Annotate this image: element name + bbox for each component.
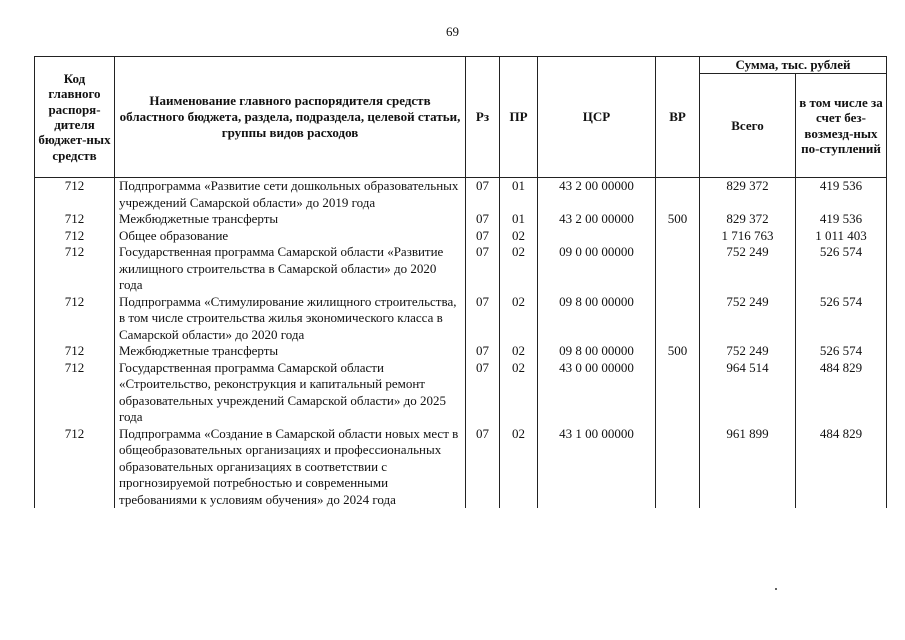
cell-csr: 09 0 00 00000 xyxy=(538,244,656,294)
cell-total: 961 899 xyxy=(700,426,796,509)
cell-pr: 02 xyxy=(500,360,538,426)
cell-name: Общее образование xyxy=(115,228,466,245)
cell-vr xyxy=(656,178,700,212)
cell-free: 1 011 403 xyxy=(796,228,887,245)
cell-total: 752 249 xyxy=(700,343,796,360)
cell-vr: 500 xyxy=(656,343,700,360)
cell-vr xyxy=(656,294,700,344)
cell-total: 752 249 xyxy=(700,244,796,294)
cell-csr: 43 2 00 00000 xyxy=(538,178,656,212)
cell-csr: 09 8 00 00000 xyxy=(538,343,656,360)
table-row xyxy=(35,426,887,509)
table-row xyxy=(35,211,887,228)
cell-rz: 07 xyxy=(466,178,500,212)
cell-name: Межбюджетные трансферты xyxy=(115,211,466,228)
header-pr: ПР xyxy=(500,57,538,178)
cell-code: 712 xyxy=(35,426,115,509)
cell-free: 526 574 xyxy=(796,244,887,294)
header-csr: ЦСР xyxy=(538,57,656,178)
table-row xyxy=(35,343,887,360)
cell-rz: 07 xyxy=(466,360,500,426)
table-row xyxy=(35,294,887,344)
cell-csr xyxy=(538,228,656,245)
cell-code: 712 xyxy=(35,360,115,426)
cell-vr xyxy=(656,426,700,509)
cell-csr: 09 8 00 00000 xyxy=(538,294,656,344)
cell-pr: 02 xyxy=(500,244,538,294)
cell-free: 484 829 xyxy=(796,360,887,426)
table-row xyxy=(35,360,887,426)
header-sum: Сумма, тыс. рублей xyxy=(700,57,887,74)
cell-free: 419 536 xyxy=(796,211,887,228)
cell-rz: 07 xyxy=(466,426,500,509)
cell-free: 526 574 xyxy=(796,343,887,360)
cell-vr xyxy=(656,244,700,294)
table-row xyxy=(35,244,887,294)
cell-rz: 07 xyxy=(466,294,500,344)
table-row xyxy=(35,178,887,212)
cell-pr: 02 xyxy=(500,294,538,344)
header-vr: ВР xyxy=(656,57,700,178)
cell-pr: 02 xyxy=(500,426,538,509)
cell-code: 712 xyxy=(35,244,115,294)
budget-table xyxy=(34,56,887,508)
cell-code: 712 xyxy=(35,178,115,212)
cell-vr xyxy=(656,360,700,426)
cell-name: Государственная программа Самарской области «Строительство, реконструкция и капитальный ремонт образовательных учреждений Самарской области» до 2025 года xyxy=(115,360,466,426)
cell-rz: 07 xyxy=(466,228,500,245)
cell-name: Подпрограмма «Создание в Самарской области новых мест в общеобразовательных организациях и профессиональных образовательных организациях в соответствии с прогнозируемой потребностью и современными требованиями к условиям обучения» до 2024 года xyxy=(115,426,466,509)
cell-vr: 500 xyxy=(656,211,700,228)
cell-total: 829 372 xyxy=(700,178,796,212)
cell-name: Государственная программа Самарской области «Развитие жилищного строительства в Самарской области» до 2020 года xyxy=(115,244,466,294)
cell-free: 484 829 xyxy=(796,426,887,509)
header-rz: Рз xyxy=(466,57,500,178)
cell-rz: 07 xyxy=(466,211,500,228)
cell-name: Межбюджетные трансферты xyxy=(115,343,466,360)
cell-name: Подпрограмма «Стимулирование жилищного строительства, в том числе строительства жилья экономического класса в Самарской области» до 2020 года xyxy=(115,294,466,344)
cell-total: 1 716 763 xyxy=(700,228,796,245)
cell-pr: 02 xyxy=(500,343,538,360)
cell-total: 829 372 xyxy=(700,211,796,228)
cell-code: 712 xyxy=(35,228,115,245)
cell-csr: 43 2 00 00000 xyxy=(538,211,656,228)
cell-total: 752 249 xyxy=(700,294,796,344)
cell-code: 712 xyxy=(35,294,115,344)
cell-name: Подпрограмма «Развитие сети дошкольных образовательных учреждений Самарской области» до 2019 года xyxy=(115,178,466,212)
cell-rz: 07 xyxy=(466,343,500,360)
cell-code: 712 xyxy=(35,343,115,360)
cell-free: 526 574 xyxy=(796,294,887,344)
header-code: Код главного распоря-дителя бюджет-ных средств xyxy=(35,57,115,178)
cell-csr: 43 0 00 00000 xyxy=(538,360,656,426)
cell-rz: 07 xyxy=(466,244,500,294)
header-free: в том числе за счет без-возмезд-ных по-ступлений xyxy=(796,74,887,178)
cell-pr: 01 xyxy=(500,178,538,212)
cell-pr: 02 xyxy=(500,228,538,245)
cell-total: 964 514 xyxy=(700,360,796,426)
table-row xyxy=(35,228,887,245)
page-number: 69 xyxy=(446,24,459,39)
cell-free: 419 536 xyxy=(796,178,887,212)
scan-speck xyxy=(775,588,777,590)
cell-pr: 01 xyxy=(500,211,538,228)
cell-csr: 43 1 00 00000 xyxy=(538,426,656,509)
cell-vr xyxy=(656,228,700,245)
cell-code: 712 xyxy=(35,211,115,228)
header-name: Наименование главного распорядителя средств областного бюджета, раздела, подраздела, целевой статьи, группы видов расходов xyxy=(115,57,466,178)
header-total: Всего xyxy=(700,74,796,178)
